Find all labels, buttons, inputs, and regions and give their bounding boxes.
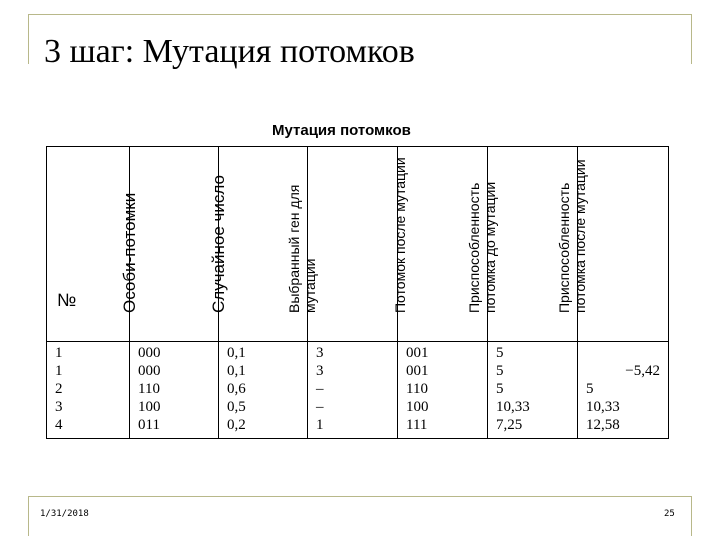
table-cell: 0,2 <box>219 416 308 439</box>
table-cell: 5 <box>488 362 578 380</box>
header-number <box>47 147 130 342</box>
header-random-number-label: Случайное число <box>209 175 228 313</box>
table-cell: – <box>308 398 398 416</box>
table-cell: 110 <box>398 380 488 398</box>
table-cell: 001 <box>398 362 488 380</box>
table-cell: 1 <box>308 416 398 439</box>
table-cell: 000 <box>130 362 219 380</box>
table-cell: 0,6 <box>219 380 308 398</box>
table-cell: 100 <box>398 398 488 416</box>
table-row <box>47 362 669 380</box>
table-cell: 10,33 <box>488 398 578 416</box>
table-cell: 1 <box>47 362 130 380</box>
table-cell: – <box>308 380 398 398</box>
table-row <box>47 416 669 439</box>
header-fitness-before-label: Приспособленность потомка до мутации <box>466 181 498 313</box>
footer-page-number: 25 <box>664 509 675 519</box>
table-cell: 4 <box>47 416 130 439</box>
table-caption: Мутация потомков <box>272 122 411 139</box>
table-cell: 111 <box>398 416 488 439</box>
table-header-row <box>47 147 669 342</box>
table-cell: 011 <box>130 416 219 439</box>
frame-top-line <box>28 14 692 15</box>
frame-bottom-right-line <box>691 496 692 536</box>
header-offspring <box>120 147 219 342</box>
header-offspring-label: Особи-потомки <box>120 192 139 313</box>
frame-bottom-left-line <box>28 496 29 536</box>
header-selected-gene <box>286 147 398 342</box>
table-cell: 100 <box>130 398 219 416</box>
table-cell: 0,5 <box>219 398 308 416</box>
table-cell: 5 <box>578 380 669 398</box>
header-offspring-after-label: Потомок после мутации <box>392 157 408 313</box>
table-cell <box>578 342 669 363</box>
table-cell: 1 <box>47 342 130 363</box>
table-cell: 3 <box>47 398 130 416</box>
table-cell: 0,1 <box>219 342 308 363</box>
header-fitness-after <box>556 147 669 342</box>
table-row <box>47 398 669 416</box>
table-row <box>47 342 669 363</box>
header-fitness-after-label: Приспособленность потомка после мутации <box>556 159 588 313</box>
table-cell: 110 <box>130 380 219 398</box>
mutation-table <box>46 146 669 439</box>
table-cell: 5 <box>488 380 578 398</box>
table-cell: 12,58 <box>578 416 669 439</box>
footer-date: 1/31/2018 <box>40 509 89 519</box>
table-cell: 7,25 <box>488 416 578 439</box>
table-cell: −5,42 <box>578 362 669 380</box>
table-row <box>47 380 669 398</box>
table-cell: 2 <box>47 380 130 398</box>
frame-right-line <box>691 14 692 64</box>
slide-title: 3 шаг: Мутация потомков <box>44 33 415 70</box>
table-cell: 0,1 <box>219 362 308 380</box>
header-selected-gene-label: Выбранный ген для мутации <box>286 184 318 313</box>
table-cell: 3 <box>308 362 398 380</box>
frame-bottom-line <box>28 496 692 497</box>
table-cell: 001 <box>398 342 488 363</box>
table-cell: 3 <box>308 342 398 363</box>
table-cell: 000 <box>130 342 219 363</box>
table-cell: 5 <box>488 342 578 363</box>
table-cell: 10,33 <box>578 398 669 416</box>
header-number-label: № <box>57 290 77 310</box>
frame-left-line <box>28 14 29 64</box>
